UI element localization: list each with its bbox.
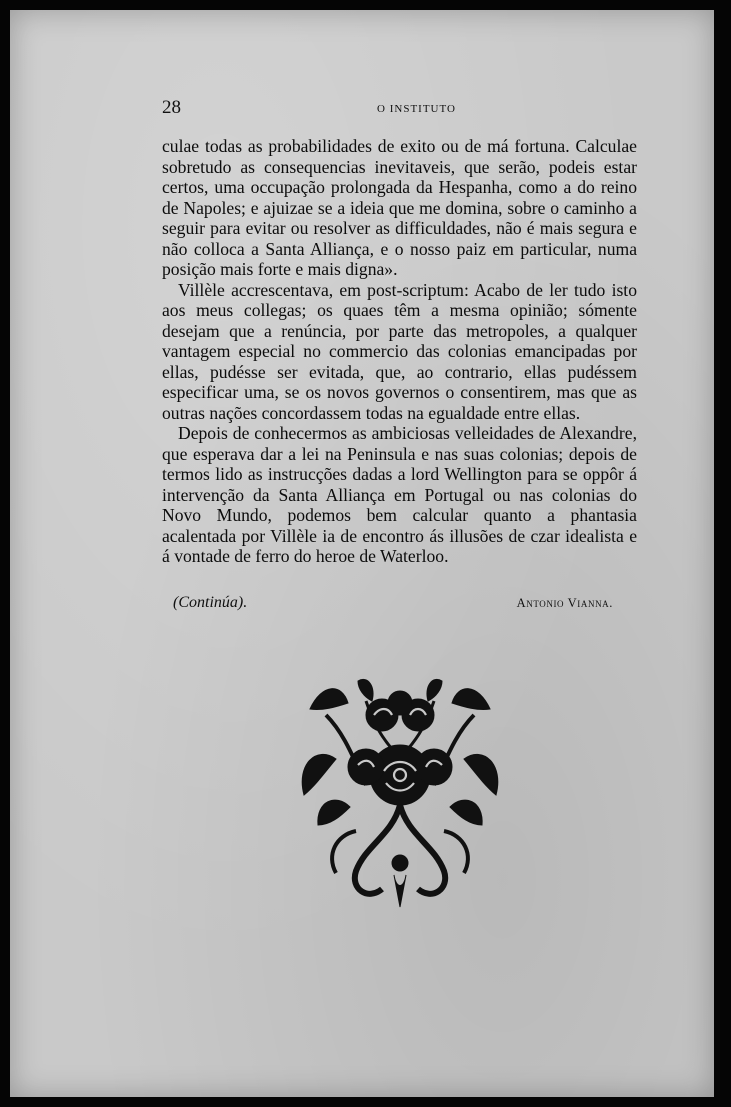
article-body xyxy=(162,136,637,567)
running-title: O INSTITUTO xyxy=(377,103,456,115)
paragraph-conclusion: Depois de conhecermos as ambiciosas velleidades de Alexandre, que esperava dar a lei na Peninsula e nas suas colonias; depois de termos lido as instrucções dadas a lord Wellington para se oppôr á intervenção da Santa Alliança em Portugal ou nas colonias do Novo Mundo, podemos bem calcular quanto a phantasia acalentada por Villèle ia de encontro ás illusões de czar idealista e á vontade de ferro do heroe de Waterloo. xyxy=(162,423,637,566)
floral-vignette-icon xyxy=(296,675,504,911)
page-header xyxy=(162,97,637,117)
page-number: 28 xyxy=(162,97,181,118)
signature-line xyxy=(165,592,613,614)
paragraph-quote-ending: culae todas as probabilidades de exito ou de má fortuna. Calculae sobretudo as consequencias inevitaveis, que serão, podeis estar certos, uma occupação prolongada da Hespanha, como a do reino de Napoles; e ajuizae se a ideia que me domina, sobre o caminho a seguir para evitar ou resolver as difficuldades, não é mais segura e não colloca a Santa Alliança, e o nosso paiz em particular, numa posição mais forte e mais digna». xyxy=(162,136,637,279)
continuation-note: (Continúa). xyxy=(173,594,248,611)
author-signature: Antonio Vianna. xyxy=(516,596,613,610)
paragraph-villele-postscript: Villèle accrescentava, em post-scriptum: Acabo de ler tudo isto aos meus collegas; os quaes têm a mesma opinião; sómente desejam que a renúncia, por parte das metropoles, a qualquer vantagem especial no commercio das colonias emancipadas por ellas, pudésse ser evitada, que, ao contrario, ellas pudéssem especificar uma, se os novos governos o consentirem, mas que as outras nações concordassem todas na egualdade entre ellas. xyxy=(162,279,637,423)
